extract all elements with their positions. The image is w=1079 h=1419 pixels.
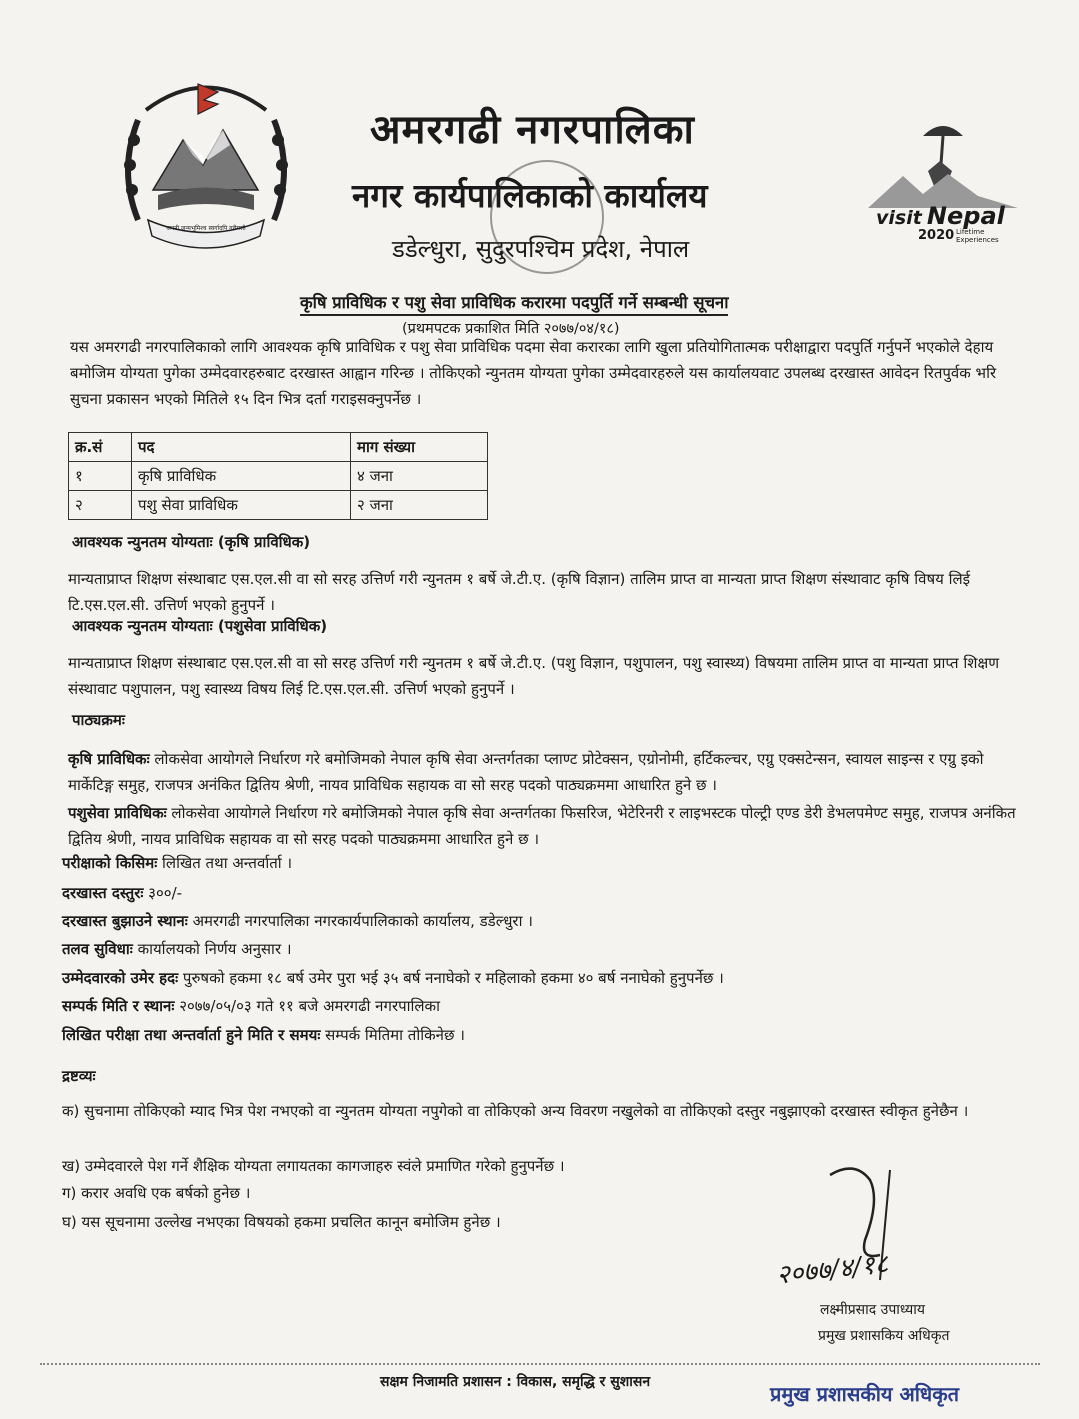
vet-syllabus-label: पशुसेवा प्राविधिकः bbox=[68, 804, 167, 822]
detail-value: कार्यालयको निर्णय अनुसार । bbox=[137, 940, 292, 958]
detail-value: लिखित तथा अन्तर्वार्ता । bbox=[162, 854, 293, 872]
office-address: डडेल्धुरा, सुदुरपश्चिम प्रदेश, नेपाल bbox=[392, 235, 690, 263]
nepal-word: Nepal bbox=[926, 202, 1005, 230]
col-header-sn: क्र.सं bbox=[69, 433, 132, 462]
detail-exam-type bbox=[62, 853, 292, 873]
row-post: पशु सेवा प्राविधिक bbox=[132, 491, 351, 520]
office-name: नगर कार्यपालिकाको कार्यालय bbox=[352, 176, 708, 215]
table-row bbox=[69, 491, 488, 520]
detail-label: दरखास्त बुझाउने स्थानः bbox=[62, 912, 188, 930]
detail-submission-place bbox=[62, 911, 533, 931]
row-sn: १ bbox=[69, 462, 132, 491]
detail-label: सम्पर्क मिति र स्थानः bbox=[62, 997, 175, 1015]
agri-syllabus-text: लोकसेवा आयोगले निर्धारण गरे बमोजिमको नेपाल कृषि सेवा अन्तर्गतका प्लाण्ट प्रोटेक्सन, एग्रोनोमी, हर्टिकल्चर, एग्रु एक्सटेन्सन, स्वायल साइन्स र एग्रु इको मार्केटिङ्ग समुह, राजपत्र अनंकित द्वितिय श्रेणी, नायव प्राविधिक सहायक वा सो सरह पदको पाठ्यक्रममा आधारित हुने छ । bbox=[68, 750, 984, 794]
nepal-emblem-icon bbox=[108, 70, 304, 266]
row-post: कृषि प्राविधिक bbox=[132, 462, 351, 491]
note-item: क) सुचनामा तोकिएको म्याद भित्र पेश नभएको वा न्युनतम योग्यता नपुगेको वा तोकिएको अन्य विवरण नखुलेको वा तोकिएको दस्तुर नबुझाएको दरखास्त स्वीकृत हुनेछैन । bbox=[62, 1102, 969, 1120]
detail-value: सम्पर्क मितिमा तोकिनेछ । bbox=[325, 1026, 465, 1044]
handwritten-signature bbox=[770, 1160, 980, 1290]
vet-syllabus-text: लोकसेवा आयोगले निर्धारण गरे बमोजिमको नेपाल कृषि सेवा अन्तर्गतका फिसरिज, भेटेरिनरी र लाइभस्टक पोल्ट्री एण्ड डेरी डेभलपमेण्ट समुह, राजपत्र अनंकित द्वितिय श्रेणी, नायव प्राविधिक सहायक वा सो सरह पदको पाठ्यक्रममा आधारित हुने छ । bbox=[68, 804, 1016, 848]
table-header-row bbox=[69, 433, 488, 462]
detail-value: पुरुषको हकमा १८ बर्ष उमेर पुरा भई ३५ बर्ष ननाघेको र महिलाको हकमा ४० बर्ष ननाघेको हुनुपर्नेछ । bbox=[182, 969, 724, 987]
detail-age-limit bbox=[62, 968, 724, 988]
detail-label: उम्मेदवारको उमेर हदः bbox=[62, 969, 179, 987]
agri-syllabus-label: कृषि प्राविधिकः bbox=[68, 750, 150, 768]
row-count: २ जना bbox=[351, 491, 488, 520]
signatory-name: लक्ष्मीप्रसाद उपाध्याय bbox=[820, 1302, 926, 1318]
detail-salary bbox=[62, 939, 292, 959]
publish-date: (प्रथमपटक प्रकाशित मिति २०७७/०४/१८) bbox=[402, 321, 620, 337]
visit-year: 2020 bbox=[918, 228, 955, 243]
detail-label: दरखास्त दस्तुरः bbox=[62, 884, 144, 902]
visit-word: visit bbox=[876, 207, 922, 229]
col-header-count: माग संख्या bbox=[351, 433, 488, 462]
agri-qualification-heading: आवश्यक न्युनतम योग्यताः (कृषि प्राविधिक) bbox=[72, 533, 311, 551]
visit-nepal-logo bbox=[868, 116, 1018, 246]
vet-qualification-heading: आवश्यक न्युनतम योग्यताः (पशुसेवा प्राविधिक) bbox=[72, 617, 328, 635]
detail-label: तलव सुविधाः bbox=[62, 940, 133, 958]
detail-label: परीक्षाको किसिमः bbox=[62, 854, 158, 872]
notes-heading: द्रष्टव्यः bbox=[62, 1067, 96, 1085]
row-count: ४ जना bbox=[351, 462, 488, 491]
table-row bbox=[69, 462, 488, 491]
notice-title: कृषि प्राविधिक र पशु सेवा प्राविधिक करारमा पदपुर्ति गर्ने सम्बन्धी सूचना bbox=[300, 290, 728, 316]
signatory-title: प्रमुख प्रशासकिय अधिकृत bbox=[818, 1328, 950, 1344]
signature-date: २०७७/४/१८ bbox=[774, 1249, 890, 1291]
col-header-post: पद bbox=[132, 433, 351, 462]
detail-value: २०७७/०५/०३ गते ११ बजे अमरगढी नगरपालिका bbox=[179, 997, 440, 1015]
note-item: ख) उम्मेदवारले पेश गर्ने शैक्षिक योग्यता लगायतका कागजाहरु स्वंले प्रमाणित गरेको हुनुपर्नेछ । bbox=[62, 1157, 565, 1175]
footer-divider bbox=[40, 1363, 1040, 1365]
posts-table bbox=[68, 432, 488, 520]
syllabus-heading: पाठ्यक्रमः bbox=[72, 711, 125, 729]
detail-contact bbox=[62, 996, 440, 1016]
emblem-motto: जननी जन्मभूमिश्च स्वर्गादपि गरीयसी bbox=[166, 225, 246, 232]
designation-stamp: प्रमुख प्रशासकीय अधिकृत bbox=[770, 1382, 959, 1406]
note-item: ग) करार अवधि एक बर्षको हुनेछ । bbox=[62, 1184, 251, 1202]
office-stamp bbox=[490, 160, 604, 274]
vet-syllabus bbox=[68, 800, 1028, 852]
agri-syllabus bbox=[68, 746, 1028, 798]
vet-qualification-text: मान्यताप्राप्त शिक्षण संस्थाबाट एस.एल.सी वा सो सरह उत्तिर्ण गरी न्युनतम १ बर्षे जे.टी.ए. (पशु विज्ञान, पशुपालन, पशु स्वास्थ्य) विषयमा तालिम प्राप्त वा मान्यता प्राप्त शिक्षण संस्थावाट पशुपालन, पशु स्वास्थ्य विषय लिई टि.एस.एल.सी. उत्तिर्ण भएको हुनुपर्ने । bbox=[68, 654, 1000, 698]
detail-label: लिखित परीक्षा तथा अन्तर्वार्ता हुने मिति र समयः bbox=[62, 1026, 321, 1044]
footer-slogan: सक्षम निजामति प्रशासन : विकास, समृद्धि र सुशासन bbox=[380, 1374, 651, 1390]
detail-value: अमरगढी नगरपालिका नगरकार्यपालिकाको कार्यालय, डडेल्धुरा । bbox=[192, 912, 533, 930]
detail-value: ३००/- bbox=[148, 884, 183, 902]
agri-qualification-text: मान्यताप्राप्त शिक्षण संस्थाबाट एस.एल.सी वा सो सरह उत्तिर्ण गरी न्युनतम १ बर्षे जे.टी.ए. (कृषि विज्ञान) तालिम प्राप्त वा मान्यता प्राप्त शिक्षण संस्थावाट कृषि विषय लिई टि.एस.एल.सी. उत्तिर्ण भएको हुनुपर्ने । bbox=[68, 570, 971, 614]
municipality-name: अमरगढी नगरपालिका bbox=[370, 107, 695, 153]
detail-exam-date bbox=[62, 1025, 465, 1045]
detail-fee bbox=[62, 883, 182, 903]
intro-paragraph: यस अमरगढी नगरपालिकाको लागि आवश्यक कृषि प्राविधिक र पशु सेवा प्राविधिक पदमा सेवा करारका लागि खुला प्रतियोगितात्मक परीक्षाद्वारा पदपुर्ति गर्नुपर्ने भएकोले देहाय बमोजिम योग्यता पुगेका उम्मेदवारहरुबाट दरखास्त आह्वान गरिन्छ । तोकिएको न्युनतम योग्यता पुगेका उम्मेदवारहरुले यस कार्यालयवाट उपलब्ध दरखास्त आवेदन रितपुर्वक भरि सुचना प्रकासन भएको मितिले १५ दिन भित्र दर्ता गराइसक्नुपर्नेछ । bbox=[70, 338, 997, 408]
row-sn: २ bbox=[69, 491, 132, 520]
visit-tagline: Lifetime Experiences bbox=[956, 228, 999, 244]
note-item: घ) यस सूचनामा उल्लेख नभएका विषयको हकमा प्रचलित कानून बमोजिम हुनेछ । bbox=[62, 1213, 501, 1231]
